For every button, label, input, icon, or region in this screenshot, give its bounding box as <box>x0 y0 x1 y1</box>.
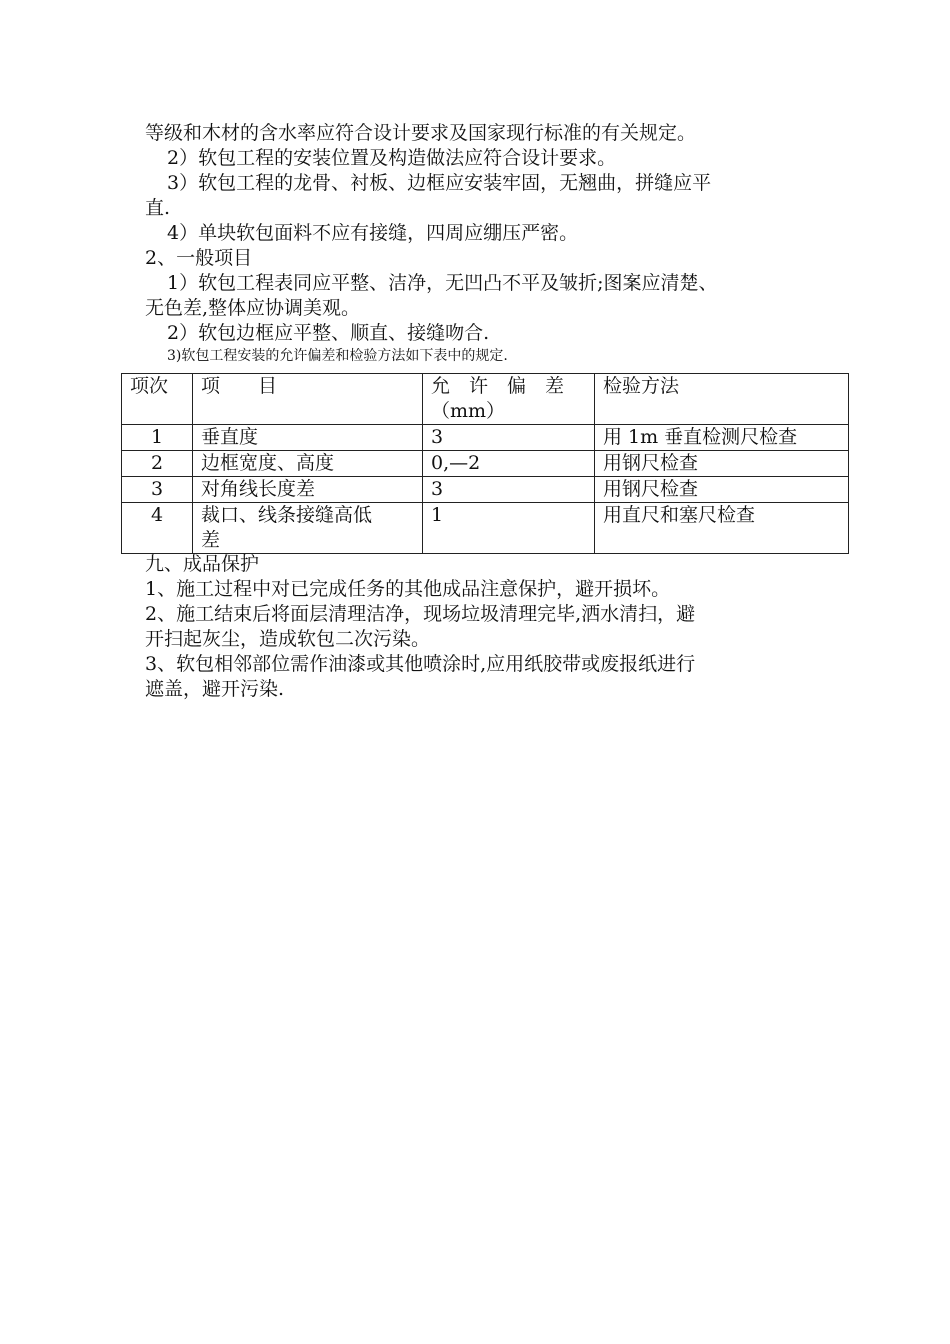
header-tolerance-unit: （mm） <box>431 400 506 422</box>
cell-tolerance: 3 <box>423 477 595 503</box>
header-item-label: 项 目 <box>201 375 278 397</box>
table-header-row <box>122 374 849 425</box>
paragraph-protection-1: 1、施工过程中对已完成任务的其他成品注意保护，避开损坏。 <box>145 578 671 600</box>
cell-tolerance: 3 <box>423 425 595 451</box>
cell-item-line2: 差 <box>201 529 221 551</box>
table-row <box>122 425 849 451</box>
cell-item: 边框宽度、高度 <box>193 451 423 477</box>
cell-no: 2 <box>122 451 193 477</box>
cell-method: 用直尺和塞尺检查 <box>595 503 849 554</box>
paragraph-general-1-surface-cont: 无色差,整体应协调美观。 <box>145 297 361 319</box>
paragraph-protection-2: 2、施工结束后将面层清理洁净，现场垃圾清理完毕,洒水清扫，避 <box>145 603 696 625</box>
cell-item: 对角线长度差 <box>193 477 423 503</box>
paragraph-table-intro: 3)软包工程安装的允许偏差和检验方法如下表中的规定. <box>167 348 508 364</box>
section-heading-general-items: 2、一般项目 <box>145 247 253 269</box>
header-method: 检验方法 <box>595 374 849 425</box>
paragraph-material-moisture: 等级和木材的含水率应符合设计要求及国家现行标准的有关规定。 <box>145 122 697 144</box>
paragraph-item-3-keel: 3）软包工程的龙骨、衬板、边框应安装牢固，无翘曲，拼缝应平 <box>167 172 712 194</box>
paragraph-general-2-frame: 2）软包边框应平整、顺直、接缝吻合. <box>167 322 490 344</box>
paragraph-item-4-fabric: 4）单块软包面料不应有接缝，四周应绷压严密。 <box>167 222 579 244</box>
cell-item: 垂直度 <box>193 425 423 451</box>
document-body-bottom <box>145 552 835 702</box>
paragraph-protection-3: 3、软包相邻部位需作油漆或其他喷涂时,应用纸胶带或废报纸进行 <box>145 653 696 675</box>
cell-item-line1: 裁口、线条接缝高低 <box>201 504 373 526</box>
cell-no: 4 <box>122 503 193 554</box>
cell-item <box>193 503 423 554</box>
cell-method: 用钢尺检查 <box>595 451 849 477</box>
cell-tolerance: 0,—2 <box>423 451 595 477</box>
cell-tolerance: 1 <box>423 503 595 554</box>
header-tolerance-label: 允 许 偏 差 <box>431 375 565 397</box>
document-body-top <box>145 121 835 366</box>
paragraph-protection-2-cont: 开扫起灰尘，造成软包二次污染。 <box>145 628 431 650</box>
cell-no: 1 <box>122 425 193 451</box>
header-tolerance <box>423 374 595 425</box>
cell-method: 用 1m 垂直检测尺检查 <box>595 425 849 451</box>
section-heading-product-protection: 九、成品保护 <box>145 553 260 575</box>
tolerance-table <box>121 373 849 554</box>
cell-no: 3 <box>122 477 193 503</box>
table-row <box>122 477 849 503</box>
table-row <box>122 503 849 554</box>
header-item-no: 项次 <box>122 374 193 425</box>
paragraph-item-2-position: 2）软包工程的安装位置及构造做法应符合设计要求。 <box>167 147 617 169</box>
cell-method: 用钢尺检查 <box>595 477 849 503</box>
paragraph-protection-3-cont: 遮盖，避开污染. <box>145 678 285 700</box>
header-item <box>193 374 423 425</box>
paragraph-general-1-surface: 1）软包工程表同应平整、洁净，无凹凸不平及皱折;图案应清楚、 <box>167 272 718 294</box>
table-row <box>122 451 849 477</box>
paragraph-item-3-keel-cont: 直. <box>145 197 171 219</box>
